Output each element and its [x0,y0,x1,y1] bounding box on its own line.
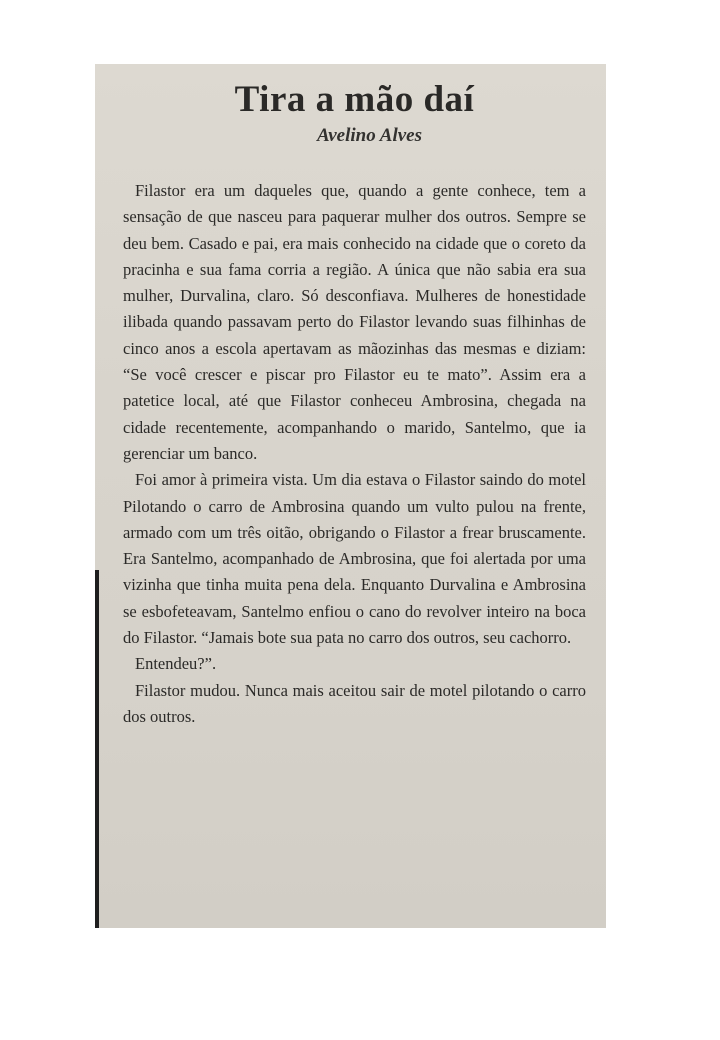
paragraph-4: Filastor mudou. Nunca mais aceitou sair de motel pilotando o carro dos outros. [123,680,586,726]
newspaper-clipping [95,64,606,928]
paragraph-1: Filastor era um daqueles que, quando a gente conhece, tem a sensação de que nasceu para paquerar mulher dos outros. Sempre se deu bem. Casado e pai, era mais conhecido na cidade que o coreto da pracinha e sua fama corria a região. A única que não sabia era sua mulher, Durvalina, claro. Só desconfiava. Mulheres de honestidade ilibada quando passavam perto do Filastor levando suas filhinhas de cinco anos a escola apertavam as mãozinhas das mesmas e diziam: “Se você crescer e piscar pro Filastor eu te mato”. Assim era a patetice local, até que Filastor conheceu Ambrosina, chegada na cidade recentemente, acompanhando o marido, Santelmo, que ia gerenciar um banco. [123,181,586,463]
paragraph-3: Entendeu?”. [135,654,217,674]
article-body [123,178,586,730]
article-title: Tira a mão daí [234,79,475,120]
paragraph-2: Foi amor à primeira vista. Um dia estava o Filastor saindo do motel Pilotando o carro de Ambrosina quando um vulto pulou na frente, armado com um três oitão, obrigando o Filastor a frear bruscamente. Era Santelmo, acompanhado de Ambrosina, que foi alertada por uma vizinha que tinha muita pena dela. Enquanto Durvalina e Ambrosina se esbofeteavam, Santelmo enfiou o cano do revolver inteiro na boca do Filastor. “Jamais bote sua pata no carro dos outros, seu cachorro. [123,470,586,648]
article-author: Avelino Alves [316,125,422,146]
clipping-edge-shadow [95,570,99,928]
